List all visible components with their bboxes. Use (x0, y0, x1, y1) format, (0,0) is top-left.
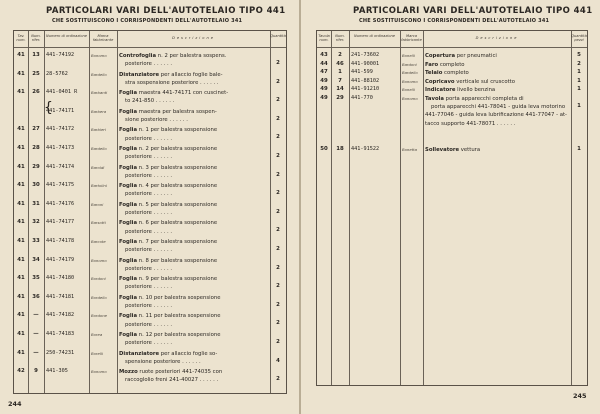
row-description (425, 86, 569, 94)
row-qty: 5 (577, 52, 581, 58)
row-qty: 1 (577, 77, 581, 84)
row-tav: 41 (17, 200, 25, 207)
row-num: 27 (32, 126, 40, 133)
row-num: 18 (336, 146, 344, 152)
row-maker: Bonomo (91, 53, 107, 58)
row-num: 29 (336, 95, 344, 101)
row-item-text: per pneumatici (455, 53, 497, 59)
row-item-continuation: stra sospensione posteriore . . . . . . (125, 79, 219, 86)
row-num: — (33, 349, 39, 356)
row-code: 28-5762 (46, 70, 68, 77)
left-page-title: PARTICOLARI VARI DELL'AUTOTELAIO TIPO 441 (46, 6, 286, 16)
row-qty: 2 (276, 78, 280, 85)
row-item-text: n. 5 per balestra sospensione (137, 201, 218, 208)
row-code: 441-74173 (46, 145, 75, 151)
row-description (119, 219, 268, 235)
row-qty: 2 (577, 60, 581, 67)
row-item-text: n. 12 per balestra sospensione (137, 332, 221, 338)
row-num: 2 (338, 52, 342, 58)
row-qty: 2 (276, 134, 280, 141)
row-item-title: Indicatore (425, 87, 456, 94)
row-code: 441-91210 (351, 86, 380, 93)
row-item-continuation: sione posteriore . . . . . . (125, 117, 188, 123)
row-item-title: Foglia (119, 146, 138, 152)
row-qty: 2 (276, 171, 280, 178)
row-code: 441-74182 (46, 312, 75, 319)
row-maker: Bordello (91, 294, 107, 300)
right-header-code: Numero di ordinazione (354, 34, 395, 38)
row-maker: Baroldi (91, 164, 105, 170)
row-item-title: Foglia (119, 127, 138, 134)
row-description (119, 126, 268, 142)
row-description (119, 89, 268, 105)
row-item-continuation: posteriore . . . . . . (125, 154, 173, 161)
row-maker: Bordoni (91, 276, 106, 282)
row-code: 241-73602 (351, 52, 380, 58)
row-tav: 41 (17, 89, 25, 96)
row-description (119, 331, 268, 347)
row-tav: 41 (17, 349, 25, 356)
right-page-number: 245 (573, 392, 587, 400)
row-qty: 1 (577, 103, 581, 109)
row-item-continuation: posteriore . . . . . . (125, 61, 173, 68)
row-description (119, 108, 268, 124)
row-tav: 49 (320, 86, 328, 93)
row-code: 250-74231 (46, 349, 75, 356)
row-maker: Bardello (91, 146, 107, 151)
row-qty: 2 (276, 190, 280, 197)
row-code: 441-91522 (351, 146, 380, 152)
left-page-number: 244 (8, 400, 22, 408)
row-maker: Bonetta (402, 147, 417, 152)
row-item-title: Foglia (119, 220, 138, 227)
row-num: 46 (336, 60, 344, 67)
row-item-title: Foglia (119, 257, 138, 264)
row-item-text: n. 7 per balestra sospensione (137, 239, 218, 245)
row-code: 441-88102 (351, 77, 380, 84)
row-code: 441-74176 (46, 200, 75, 207)
row-item-continuation: posteriore . . . . . . (125, 172, 173, 179)
row-item-text: ruote posteriori 441-74035 con (137, 369, 223, 376)
row-item-text: per allaccio foglie bale- (159, 71, 223, 78)
row-item-title: Foglia (119, 164, 138, 171)
right-parts-table (316, 30, 588, 386)
row-num: — (33, 312, 39, 319)
row-tav: 43 (320, 52, 328, 58)
row-maker: Bonelli (402, 53, 415, 58)
row-item-title: Copertura (425, 53, 456, 59)
row-item-continuation: posteriore . . . . . . (125, 284, 173, 291)
row-maker: Baroni (91, 201, 104, 207)
row-num: 35 (32, 275, 40, 282)
row-tav: 41 (17, 182, 25, 189)
row-item-text: n. 10 per balestra sospensione (137, 294, 221, 301)
row-item-continuation: posteriore . . . . . . (125, 135, 173, 142)
row-qty: 2 (276, 246, 280, 252)
right-header-qty: Quantità pezzi (571, 34, 587, 43)
left-page-subtitle: CHE SOSTITUISCONO I CORRISPONDENTI DELL'AUTOTELAIO 341 (52, 18, 243, 24)
row-item-title: Tavola (425, 96, 444, 102)
row-qty: 2 (276, 264, 280, 271)
row-code: 441-305 (46, 368, 68, 375)
row-qty: 2 (276, 97, 280, 104)
row-description (119, 368, 268, 384)
row-item-title: Mozzo (119, 369, 138, 376)
row-item-text: per allaccio foglie so- (159, 350, 218, 357)
row-description (425, 146, 569, 154)
row-item-title: Telaio (425, 70, 443, 77)
row-item-continuation: porta apparecchi 441-78041 - guida leva motorino 441-77046 - guida leva lubrificazione 441-77047 - at-tacco supporto 441-78071 . . . . . . (425, 104, 567, 127)
right-page-subtitle: CHE SOSTITUISCONO I CORRISPONDENTI DELL'AUTOTELAIO 341 (359, 18, 550, 24)
row-maker: Bardello (402, 70, 418, 76)
row-num: 26 (32, 89, 40, 96)
row-item-text: porta apparecchi completa di (444, 96, 524, 102)
row-description (119, 238, 268, 254)
row-tav: 41 (17, 52, 25, 58)
row-item-text: n. 4 per balestra sospensione (137, 183, 218, 190)
row-num: 30 (32, 182, 40, 189)
left-header-qty: Quantità (270, 34, 286, 38)
row-maker: Borelli (91, 350, 103, 356)
row-item-title: Foglia (119, 313, 138, 320)
row-description (425, 95, 569, 128)
row-item-text: n. 9 per balestra sospensione (137, 276, 218, 283)
row-item-continuation: posteriore . . . . . . (125, 228, 173, 235)
row-item-title: Foglia (119, 183, 138, 190)
row-tav: 41 (17, 256, 25, 263)
row-qty: 2 (276, 376, 280, 383)
row-maker: Bartolini (91, 183, 107, 189)
row-item-continuation: posteriore . . . . . . (125, 210, 173, 216)
row-maker: Bordone (91, 313, 107, 319)
row-item-title: Distanziatore (119, 350, 160, 357)
row-item-text: n. 2 per balestra sospens. (156, 53, 227, 59)
row-num: 33 (32, 238, 40, 244)
row-qty: 2 (276, 339, 280, 345)
row-item-title: Foglia (119, 201, 138, 208)
row-num: 32 (32, 219, 40, 226)
row-qty: 1 (577, 86, 581, 93)
left-parts-table (13, 30, 287, 394)
row-item-title: Foglia (119, 239, 138, 245)
row-qty: 2 (276, 153, 280, 159)
row-maker: Barbanti (91, 90, 108, 96)
left-header-maker: Marca fabbricante (92, 34, 114, 43)
row-description (425, 61, 569, 69)
row-code: 441-74172 (46, 126, 75, 133)
row-description (119, 201, 268, 217)
row-num: 14 (336, 86, 344, 93)
row-tav: 41 (17, 312, 25, 319)
row-item-title: Copricavo (425, 78, 455, 85)
row-description (425, 69, 569, 77)
row-item-text: n. 2 per balestra sospensione (137, 146, 218, 152)
row-maker: Bonomo (402, 96, 418, 101)
right-page (301, 0, 600, 414)
row-num: 7 (338, 77, 342, 84)
row-tav: 41 (17, 238, 25, 244)
row-code: 441-74179 (46, 256, 75, 263)
row-num: — (33, 331, 39, 337)
row-code: 441-74180 (46, 275, 75, 282)
row-description (119, 294, 268, 310)
row-num: 25 (32, 70, 40, 77)
row-item-continuation: posteriore . . . . . . (125, 303, 173, 309)
row-qty: 2 (276, 283, 280, 290)
row-qty: 1 (577, 69, 581, 76)
row-code: 441-770 (351, 95, 373, 101)
left-header-desc: Descrizione (172, 36, 215, 40)
row-qty: 2 (276, 60, 280, 66)
row-tav: 41 (17, 126, 25, 133)
row-item-text: n. 3 per balestra sospensione (137, 164, 218, 171)
row-description (425, 78, 569, 86)
row-item-text: verticale sul cruscotto (454, 78, 515, 85)
row-maker: Bardoni (402, 61, 417, 67)
right-page-title: PARTICOLARI VARI DELL'AUTOTELAIO TIPO 441 (353, 6, 593, 16)
row-code: 441-74181 (46, 293, 75, 300)
row-code: 441-74177 (46, 219, 75, 226)
row-maker: Bonomo (91, 257, 107, 263)
row-code: 441-74178 (46, 238, 75, 244)
row-description (119, 182, 268, 198)
row-maker: Bonomo (91, 369, 107, 375)
right-header-tav: Tavola num. (318, 34, 330, 43)
row-description (119, 71, 268, 87)
row-maker: Barbera (91, 108, 107, 114)
row-item-continuation: raccoglolio freni 241-40027 . . . . . . (125, 377, 219, 384)
row-code: 441-0401 R (46, 89, 78, 96)
row-description (119, 145, 268, 161)
row-code: 441-599 (351, 69, 373, 76)
row-num: 1 (338, 69, 342, 76)
row-description (119, 350, 268, 366)
row-tav: 44 (320, 60, 328, 67)
row-item-title: Controfoglia (119, 53, 157, 59)
row-item-text: maestra per balestra sospen- (137, 108, 217, 115)
row-tav: 47 (320, 69, 328, 76)
row-item-text: completo (442, 70, 469, 77)
row-description (119, 52, 268, 68)
row-tav: 41 (17, 145, 25, 151)
row-item-title: Distanziatore (119, 71, 160, 78)
row-tav: 41 (17, 331, 25, 337)
row-item-title: Foglia (119, 332, 138, 338)
row-qty: 2 (276, 227, 280, 234)
row-num: 13 (32, 52, 40, 58)
row-item-continuation: posteriore . . . . . . (125, 340, 173, 347)
row-num: 36 (32, 293, 40, 300)
row-num: 9 (34, 368, 38, 375)
left-header-num: Num. rifer. (31, 34, 41, 43)
row-tav: 49 (320, 95, 328, 101)
row-num: 29 (32, 163, 40, 170)
left-group-brace: { (44, 100, 53, 116)
row-num: 28 (32, 145, 40, 151)
row-item-continuation: to 241-850 . . . . . . (125, 98, 175, 105)
row-item-continuation: posteriore . . . . . . (125, 265, 173, 272)
row-description (119, 312, 268, 328)
row-tav: 41 (17, 275, 25, 282)
row-num: 34 (32, 256, 40, 263)
row-tav: 41 (17, 163, 25, 170)
row-qty: 4 (276, 357, 280, 364)
row-code: 441-74192 (46, 52, 75, 58)
right-header-maker: Marca fabbricante (401, 34, 422, 43)
right-header-num: Num. rifer. (335, 34, 345, 43)
row-qty: 2 (276, 320, 280, 327)
row-item-title: Foglia (119, 276, 138, 283)
row-num: 31 (32, 200, 40, 207)
row-maker: Borea (91, 332, 103, 337)
row-qty: 2 (276, 301, 280, 308)
row-description (119, 275, 268, 291)
row-item-title: Foglia (119, 90, 138, 97)
row-maker: Barcote (91, 239, 106, 244)
row-item-text: n. 1 per balestra sospensione (137, 127, 218, 134)
row-code: 441-74174 (46, 163, 75, 170)
row-description (119, 257, 268, 273)
row-item-text: n. 6 per balestra sospensione (137, 220, 218, 227)
row-tav: 49 (320, 77, 328, 84)
row-code: 441-74171 (46, 107, 75, 114)
row-item-text: maestra 441-74171 con cuscinet- (137, 90, 229, 97)
row-tav: 41 (17, 70, 25, 77)
row-maker: Barbieri (91, 127, 106, 133)
row-item-text: completo (438, 61, 465, 68)
row-code: 441-90001 (351, 60, 380, 67)
row-item-continuation: posteriore . . . . . . (125, 191, 173, 198)
row-item-continuation: posteriore . . . . . . (125, 321, 173, 328)
row-code: 441-74175 (46, 182, 75, 189)
row-item-title: Foglia (119, 108, 138, 115)
row-maker: Barsotti (91, 220, 106, 226)
left-header-tav: Tav. num. (16, 34, 26, 43)
row-item-continuation: posteriore . . . . . . (125, 247, 173, 254)
row-tav: 41 (17, 219, 25, 226)
right-header-desc: Descrizione (475, 36, 519, 40)
row-qty: 1 (577, 146, 581, 152)
row-tav: 42 (17, 368, 25, 375)
row-maker: Bonelli (402, 87, 415, 93)
row-description (425, 52, 569, 60)
row-item-text: n. 11 per balestra sospensione (137, 313, 221, 320)
row-maker: Bonomo (402, 78, 418, 84)
row-item-continuation: spensione posteriore . . . . . . (125, 358, 201, 365)
row-tav: 50 (320, 146, 328, 152)
row-maker: Bardello (91, 71, 107, 77)
left-page (0, 0, 299, 414)
left-header-code: Numero di ordinazione (46, 34, 87, 38)
row-item-title: Faro (425, 61, 439, 68)
row-qty: 2 (276, 115, 280, 122)
row-item-text: livello benzina (455, 87, 496, 94)
row-description (119, 164, 268, 180)
row-item-title: Sollevatore (425, 147, 460, 153)
row-item-text: vettura (459, 147, 481, 153)
row-qty: 2 (276, 208, 280, 215)
row-item-title: Foglia (119, 294, 138, 301)
row-code: 441-74183 (46, 331, 75, 337)
row-item-text: n. 8 per balestra sospensione (137, 257, 218, 264)
row-tav: 41 (17, 293, 25, 300)
